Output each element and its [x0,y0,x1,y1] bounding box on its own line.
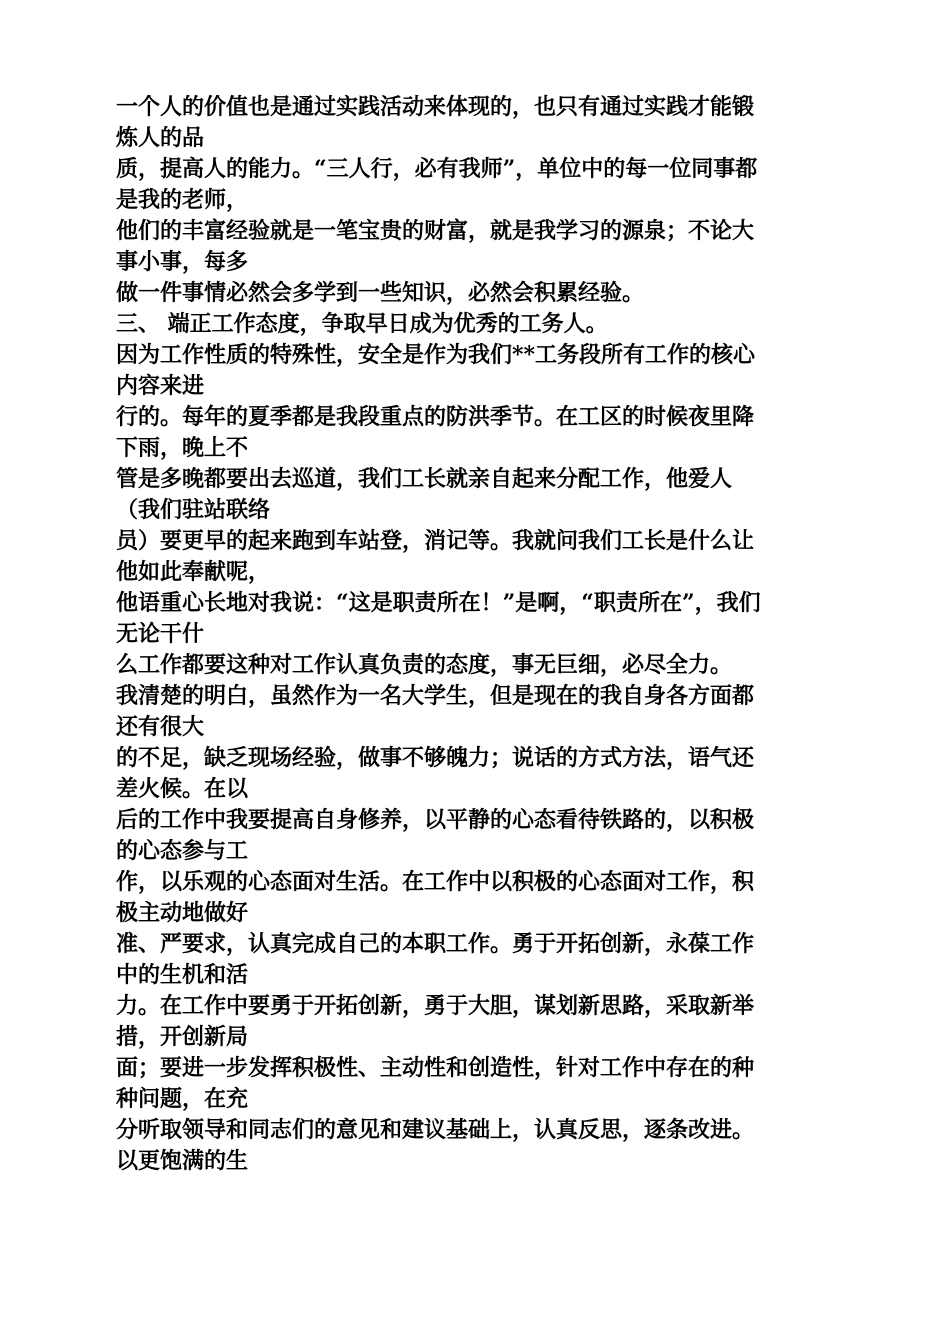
text-line: 员）要更早的起来跑到车站登，消记等。我就问我们工长是什么让 [116,528,755,554]
text-line: 管是多晚都要出去巡道，我们工长就亲自起来分配工作，他爱人 [116,466,733,492]
text-line: 准、严要求，认真完成自己的本职工作。勇于开拓创新，永葆工作 [116,931,755,957]
text-line: 我清楚的明白，虽然作为一名大学生，但是现在的我自身各方面都 [116,683,755,709]
text-line: 措，开创新局 [116,1024,249,1050]
text-line: 一个人的价值也是通过实践活动来体现的，也只有通过实践才能锻 [116,94,755,120]
text-line: 炼人的品 [116,125,205,151]
body-text [116,92,826,1177]
text-line: （我们驻站联络 [116,497,271,523]
text-line: 么工作都要这种对工作认真负责的态度，事无巨细，必尽全力。 [116,652,733,678]
text-line: 因为工作性质的特殊性，安全是作为我们**工务段所有工作的核心 [116,342,756,368]
text-line: 极主动地做好 [116,900,249,926]
text-line: 他如此奉献呢， [116,559,271,585]
text-line: 中的生机和活 [116,962,249,988]
text-line: 行的。每年的夏季都是我段重点的防洪季节。在工区的时候夜里降 [116,404,755,430]
text-line: 种问题，在充 [116,1086,249,1112]
text-line: 下雨，晚上不 [116,435,249,461]
text-line: 差火候。在以 [116,776,249,802]
text-line: 无论干什 [116,621,205,647]
text-line: 内容来进 [116,373,205,399]
text-line: 是我的老师， [116,187,249,213]
text-line: 以更饱满的生 [116,1148,249,1174]
text-line: 他语重心长地对我说：“这是职责所在！”是啊，“职责所在”，我们 [116,590,761,616]
text-line: 作，以乐观的心态面对生活。在工作中以积极的心态面对工作，积 [116,869,755,895]
text-line: 的不足，缺乏现场经验，做事不够魄力；说话的方式方法，语气还 [116,745,755,771]
text-line: 分听取领导和同志们的意见和建议基础上，认真反思，逐条改进。 [116,1117,755,1143]
text-line: 他们的丰富经验就是一笔宝贵的财富，就是我学习的源泉；不论大 [116,218,755,244]
text-line: 质，提高人的能力。“三人行，必有我师”，单位中的每一位同事都 [116,156,758,182]
text-line: 力。在工作中要勇于开拓创新，勇于大胆，谋划新思路，采取新举 [116,993,755,1019]
text-line: 做一件事情必然会多学到一些知识，必然会积累经验。 [116,280,645,306]
text-line: 后的工作中我要提高自身修养，以平静的心态看待铁路的，以积极 [116,807,755,833]
text-line: 面；要进一步发挥积极性、主动性和创造性，针对工作中存在的种 [116,1055,755,1081]
text-line: 还有很大 [116,714,205,740]
text-line: 的心态参与工 [116,838,249,864]
section-heading: 三、 端正工作态度，争取早日成为优秀的工务人。 [116,311,608,337]
text-line: 事小事，每多 [116,249,249,275]
